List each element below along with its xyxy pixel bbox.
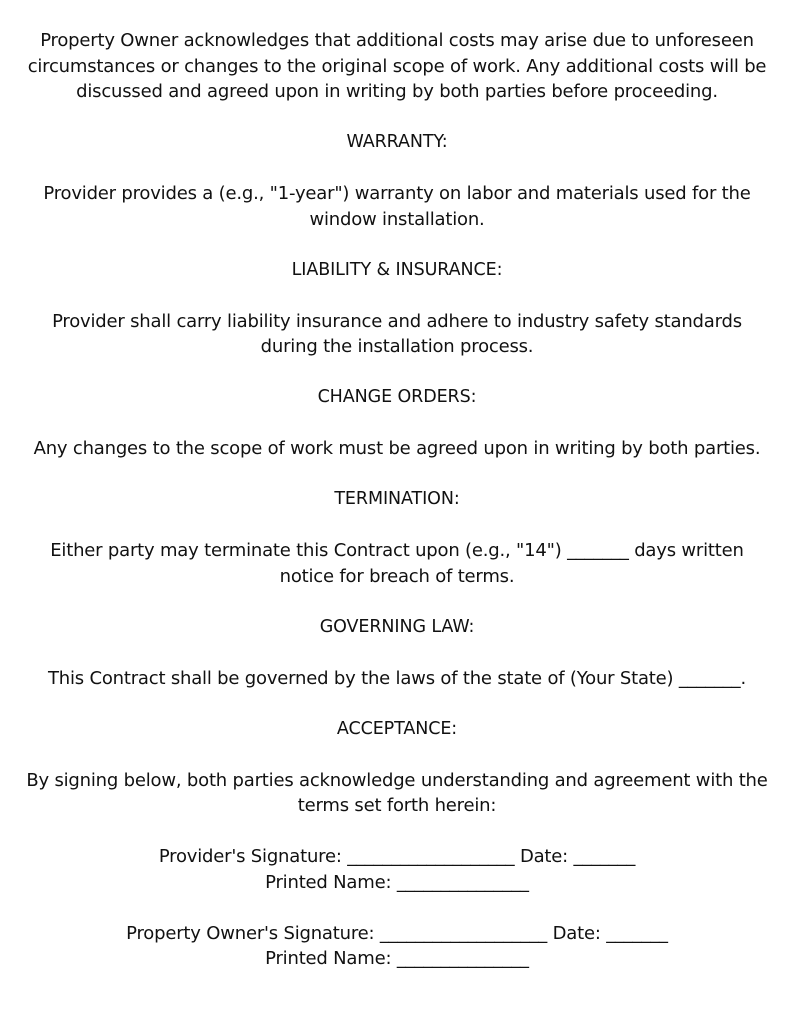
spacer: [0, 156, 794, 182]
spacer: [0, 742, 794, 768]
spacer: [0, 462, 794, 488]
paragraph-line: Provider provides a (e.g., "1-year") warranty on labor and materials used for the: [43, 183, 751, 204]
provider-signature-block: [0, 844, 794, 895]
paragraph-line: discussed and agreed upon in writing by both parties before proceeding.: [76, 81, 718, 102]
spacer: [0, 589, 794, 615]
liability-paragraph: [0, 309, 794, 360]
change-orders-paragraph: [0, 436, 794, 462]
paragraph-line: notice for breach of terms.: [279, 565, 515, 587]
warranty-paragraph: [0, 181, 794, 232]
spacer: [0, 513, 794, 539]
spacer: [0, 360, 794, 386]
spacer: [0, 283, 794, 309]
acceptance-paragraph: [0, 768, 794, 819]
provider-printed-name-line: Printed Name: _______________: [265, 871, 529, 893]
paragraph-line: window installation.: [309, 208, 485, 230]
spacer: [0, 640, 794, 666]
spacer: [0, 411, 794, 437]
spacer: [0, 691, 794, 717]
termination-paragraph: [0, 538, 794, 589]
paragraph-line: Provider shall carry liability insurance and adhere to industry safety standards: [52, 310, 742, 332]
paragraph-line: during the installation process.: [260, 336, 534, 357]
spacer: [0, 895, 794, 921]
spacer: [0, 819, 794, 845]
paragraph-line: This Contract shall be governed by the laws of the state of (Your State) _______.: [47, 667, 747, 689]
paragraph-line: Property Owner acknowledges that additional costs may arise due to unforeseen: [40, 30, 754, 51]
paragraph-line: terms set forth herein:: [297, 795, 497, 816]
acceptance-heading: ACCEPTANCE:: [336, 718, 458, 739]
owner-signature-line: Property Owner's Signature: ___________________ Date: _______: [126, 922, 668, 944]
spacer: [0, 105, 794, 131]
spacer: [0, 232, 794, 258]
paragraph-line: circumstances or changes to the original scope of work. Any additional costs will be: [27, 55, 767, 77]
governing-law-heading: GOVERNING LAW:: [319, 616, 475, 637]
provider-signature-line: Provider's Signature: ___________________ Date: _______: [158, 846, 636, 867]
warranty-heading: WARRANTY:: [346, 132, 448, 152]
paragraph-line: Any changes to the scope of work must be agreed upon in writing by both parties.: [33, 438, 761, 459]
governing-law-paragraph: [0, 666, 794, 692]
paragraph-line: Either party may terminate this Contract upon (e.g., "14") _______ days written: [50, 540, 744, 561]
owner-printed-name-line: Printed Name: _______________: [265, 948, 529, 969]
paragraph-line: By signing below, both parties acknowledge understanding and agreement with the: [26, 769, 768, 791]
owner-signature-block: [0, 921, 794, 972]
termination-heading: TERMINATION:: [334, 489, 460, 509]
additional-costs-paragraph: [0, 28, 794, 105]
change-orders-heading: CHANGE ORDERS:: [317, 387, 477, 407]
contract-page: [0, 28, 794, 972]
liability-heading: LIABILITY & INSURANCE:: [291, 259, 503, 280]
